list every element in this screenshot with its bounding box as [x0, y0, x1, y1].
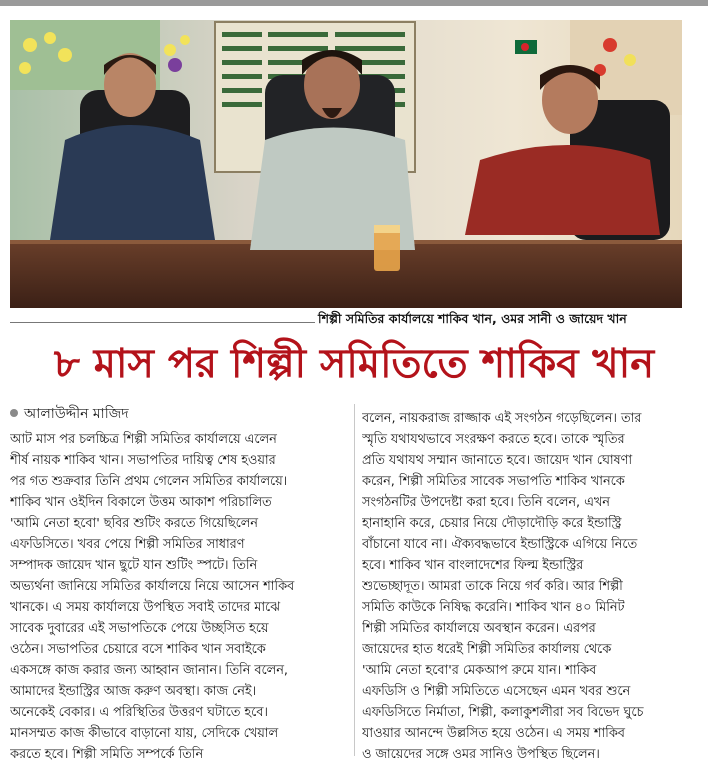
text-line: এফডিসিতে নির্মাতা, শিল্পী, কলাকুশলীরা সব বিভেদ ঘুচে	[362, 705, 644, 720]
photo-illustration	[10, 20, 682, 308]
text-line: আট মাস পর চলচ্চিত্র শিল্পী সমিতির কার্যালয়ে এলেন	[10, 432, 277, 447]
byline	[10, 405, 340, 423]
author-name: আলাউদ্দীন মাজিদ	[24, 406, 129, 422]
bullet-icon	[10, 409, 18, 417]
text-line: 'আমি নেতা হবো' ছবির শুটিং করতে গিয়েছিলেন	[10, 516, 258, 531]
text-line: এফডিসি ও শিল্পী সমিতিতে এসেছেন এমন খবর শুনে	[362, 684, 631, 699]
text-line: সংগঠনটির উপদেষ্টা করা হবে। তিনি বলেন, এখন	[362, 495, 610, 510]
text-line: একসঙ্গে কাজ করার জন্য আহ্বান জানান। তিনি বলেন,	[10, 663, 288, 678]
text-line: 'আমি নেতা হবো'র মেকআপ রুমে যান। শাকিব	[362, 663, 597, 678]
text-line: শাকিব খান ওইদিন বিকালে উত্তম আকাশ পরিচালিত	[10, 495, 272, 510]
text-line: শীর্ষ নায়ক শাকিব খান। সভাপতির দায়িত্ব শেষ হওয়ার	[10, 453, 276, 468]
news-photo	[10, 20, 682, 308]
text-line: ওঠেন। সভাপতির চেয়ারে বসে শাকিব খান সবাইকে	[10, 642, 266, 657]
text-line: পর গত শুক্রবার তিনি প্রথম গেলেন সমিতির কার্যালয়ে।	[10, 474, 288, 489]
article-column-2	[362, 408, 700, 765]
text-line: শুভেচ্ছাদূত। আমরা তাকে নিয়ে গর্ব করি। আর শিল্পী	[362, 579, 623, 594]
text-line: বলেন, নায়করাজ রাজ্জাক এই সংগঠন গড়েছিলেন। তার	[362, 411, 642, 426]
text-line: সমিতি কাউকে নিষিদ্ধ করেনি। শাকিব খান ৪০ মিনিট	[362, 600, 625, 615]
text-line: প্রতি যথাযথ সম্মান জানাতে হবে। জায়েদ খান ঘোষণা	[362, 453, 633, 468]
text-line: সাবেক দুবারের এই সভাপতিকে পেয়ে উচ্ছসিত হয়ে	[10, 621, 269, 636]
caption-rule	[10, 322, 315, 323]
text-line: এফডিসিতে। খবর পেয়ে শিল্পী সমিতির সাধারণ	[10, 537, 245, 552]
top-rule	[0, 0, 708, 6]
text-line: আমাদের ইন্ডাস্ট্রির আজ করুণ অবস্থা। কাজ নেই।	[10, 684, 257, 699]
text-line: সম্পাদক জায়েদ খান ছুটে যান শুটিং স্পটে। তিনি	[10, 558, 258, 573]
text-line: করেন, শিল্পী সমিতির সাবেক সভাপতি শাকিব খানকে	[362, 474, 625, 489]
text-line: করতে হবে। শিল্পী সমিতি সম্পর্কে তিনি	[10, 747, 204, 762]
text-line: স্মৃতি যথাযথভাবে সংরক্ষণ করতে হবে। তাকে স্মৃতির	[362, 432, 625, 447]
text-line: খানকে। এ সময় কার্যালয়ে উপস্থিত সবাই তাদের মাঝে	[10, 600, 280, 615]
text-line: মানসম্মত কাজ কীভাবে বাড়ানো যায়, সেদিকে খেয়াল	[10, 726, 279, 741]
text-line: হানাহানি করে, চেয়ার নিয়ে দৌড়াদৌড়ি করে ইন্ডাস্ট্রি	[362, 516, 622, 531]
text-line: অভ্যর্থনা জানিয়ে সমিতির কার্যালয়ে নিয়ে আসেন শাকিব	[10, 579, 295, 594]
text-line: যাওয়ার আনন্দে উল্লসিত হয়ে ওঠেন। এ সময় শাকিব	[362, 726, 625, 741]
text-line: শিল্পী সমিতির কার্যালয়ে অবস্থান করেন। এরপর	[362, 621, 596, 636]
photo-caption: শিল্পী সমিতির কার্যালয়ে শাকিব খান, ওমর সানী ও জায়েদ খান	[318, 311, 627, 326]
text-line: জায়েদের হাত ধরেই শিল্পী সমিতির কার্যালয় থেকে	[362, 642, 612, 657]
text-line: ও জায়েদের সঙ্গে ওমর সানিও উপস্থিত ছিলেন।	[362, 747, 600, 762]
text-line: অনেকেই বেকার। এ পরিস্থিতির উত্তরণ ঘটাতে হবে।	[10, 705, 268, 720]
article-column-1	[10, 429, 348, 765]
text-line: হবে। শাকিব খান বাংলাদেশের ফিল্ম ইন্ডাস্ট্রির	[362, 558, 584, 573]
headline: ৮ মাস পর শিল্পী সমিতিতে শাকিব খান	[53, 340, 655, 387]
column-divider	[354, 404, 355, 756]
text-line: বাঁচানো যাবে না। ঐক্যবদ্ধভাবে ইন্ডাস্ট্রিকে এগিয়ে নিতে	[362, 537, 638, 552]
